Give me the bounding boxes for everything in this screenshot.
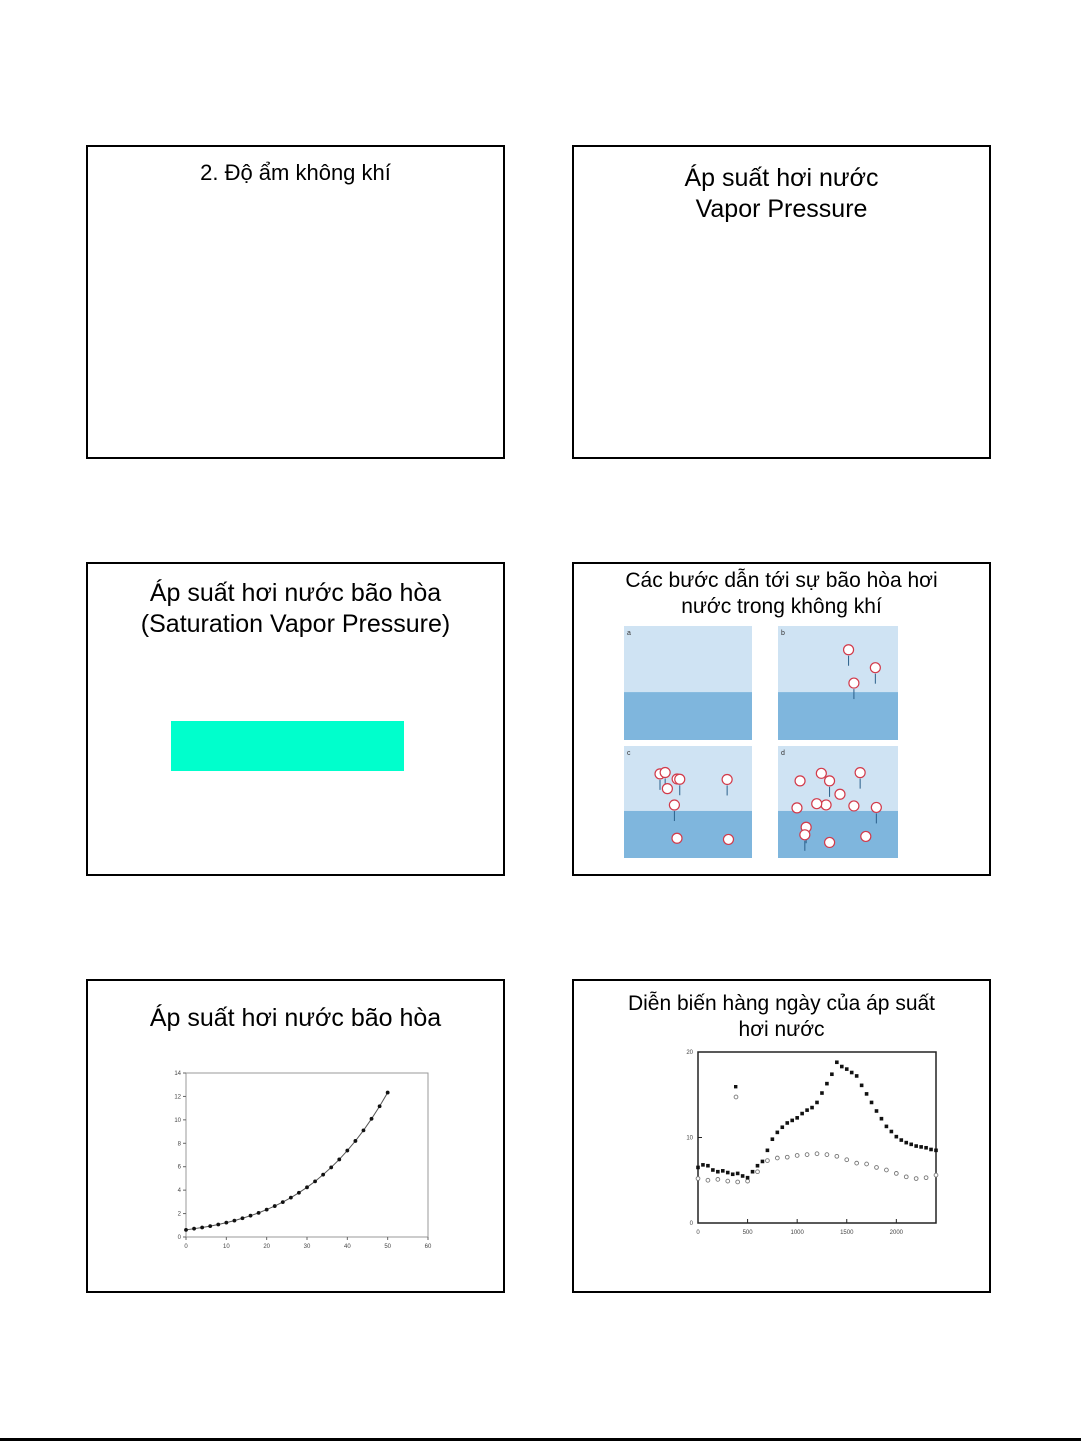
data-point-filled <box>830 1072 834 1076</box>
water-molecule <box>722 774 732 784</box>
title-line-2: (Saturation Vapor Pressure) <box>140 610 451 639</box>
data-point <box>337 1158 341 1162</box>
data-point-open <box>934 1173 938 1177</box>
data-point-filled <box>909 1143 913 1147</box>
data-point-filled <box>885 1125 889 1129</box>
data-point-filled <box>880 1117 884 1121</box>
data-point <box>321 1173 325 1177</box>
data-point <box>241 1216 245 1220</box>
saturation-vapor-pressure-chart <box>88 981 503 1291</box>
slide-6 <box>572 979 991 1293</box>
y-tick-label: 2 <box>177 1211 181 1218</box>
slide-title: 2. Độ ẩm không khí <box>200 160 391 185</box>
data-point-filled <box>825 1082 829 1086</box>
panel-label: c <box>627 750 631 757</box>
water-molecule <box>825 837 835 847</box>
y-tick-label: 6 <box>177 1164 181 1171</box>
data-point-filled <box>899 1138 903 1142</box>
y-tick-label: 20 <box>686 1050 693 1056</box>
data-point <box>208 1224 212 1228</box>
diagram-panel <box>778 746 898 858</box>
data-point-filled <box>914 1144 918 1148</box>
title-line-1: Diễn biến hàng ngày của áp suất <box>627 992 936 1015</box>
water-molecule <box>669 800 679 810</box>
data-point-filled <box>696 1166 700 1170</box>
title-line-1: Áp suất hơi nước bão hòa <box>149 579 442 607</box>
data-point <box>184 1228 188 1232</box>
data-point-filled <box>756 1164 760 1168</box>
water-region <box>624 692 752 740</box>
data-point <box>257 1211 261 1215</box>
title-line-2: hơi nước <box>738 1018 825 1042</box>
data-point <box>224 1221 228 1225</box>
data-point-filled <box>776 1131 780 1135</box>
data-point-open <box>766 1159 770 1163</box>
y-tick-label: 8 <box>177 1141 181 1148</box>
data-point-filled <box>890 1130 894 1134</box>
data-point-open <box>855 1161 859 1165</box>
data-point-filled <box>741 1174 745 1178</box>
x-tick-label: 20 <box>263 1244 271 1250</box>
x-tick-label: 2000 <box>889 1230 904 1236</box>
water-region <box>778 811 898 858</box>
data-point-filled <box>850 1071 854 1075</box>
slide-title <box>574 163 989 226</box>
x-tick-label: 10 <box>222 1244 230 1250</box>
data-point-open <box>835 1154 839 1158</box>
water-molecule <box>662 784 672 794</box>
data-point-open <box>736 1180 740 1184</box>
water-molecule <box>660 767 670 777</box>
data-point-filled <box>924 1146 928 1150</box>
y-tick-label: 0 <box>177 1235 181 1241</box>
data-point-filled <box>904 1141 908 1145</box>
data-point-filled <box>795 1116 799 1120</box>
data-point <box>200 1226 204 1230</box>
data-point-filled <box>840 1065 844 1069</box>
data-point <box>386 1091 390 1095</box>
data-point-filled <box>711 1168 715 1172</box>
data-point-filled <box>919 1145 923 1149</box>
data-point-open <box>845 1158 849 1162</box>
x-tick-label: 50 <box>384 1244 392 1250</box>
water-molecule <box>675 774 685 784</box>
data-point-open <box>746 1179 750 1183</box>
x-tick-label: 1000 <box>790 1230 804 1236</box>
y-tick-label: 12 <box>174 1094 181 1101</box>
water-molecule <box>855 768 865 778</box>
plot-frame <box>186 1073 428 1237</box>
data-point <box>354 1139 358 1143</box>
x-tick-label: 30 <box>303 1244 311 1250</box>
data-point-filled <box>815 1101 819 1105</box>
data-point <box>329 1166 333 1170</box>
water-molecule <box>821 800 831 810</box>
data-point-open <box>785 1155 789 1159</box>
water-molecule <box>849 801 859 811</box>
slide-2 <box>572 145 991 459</box>
water-molecule <box>723 834 733 844</box>
data-point-filled <box>860 1084 864 1088</box>
water-molecule <box>870 663 880 673</box>
data-point-filled <box>855 1074 859 1078</box>
data-point-open <box>815 1152 819 1156</box>
data-point-filled <box>865 1092 869 1096</box>
data-point-open <box>865 1162 869 1166</box>
evaporation-diagram <box>574 564 989 874</box>
data-point <box>313 1179 317 1183</box>
data-point <box>233 1219 237 1223</box>
legend-marker-open <box>734 1095 738 1099</box>
water-region <box>624 811 752 858</box>
data-point <box>273 1204 277 1208</box>
title-line-1: Các bước dẫn tới sự bão hòa hơi <box>625 569 938 592</box>
data-point-open <box>716 1177 720 1181</box>
data-point-open <box>706 1178 710 1182</box>
slide-4 <box>572 562 991 876</box>
data-point <box>297 1191 301 1195</box>
slide-title: Áp suất hơi nước bão hòa <box>149 1004 442 1032</box>
data-point-open <box>885 1168 889 1172</box>
slide-3 <box>86 562 505 876</box>
data-point-filled <box>701 1163 705 1167</box>
x-tick-label: 0 <box>696 1230 700 1236</box>
series-line <box>186 1093 388 1230</box>
water-region <box>778 692 898 740</box>
water-molecule <box>812 799 822 809</box>
data-point-filled <box>800 1112 804 1116</box>
data-point-filled <box>751 1170 755 1174</box>
highlight-box <box>171 721 404 771</box>
slide-title <box>88 578 503 641</box>
data-point-filled <box>761 1160 765 1164</box>
diagram-panel <box>624 746 752 858</box>
data-point <box>370 1117 374 1121</box>
data-point-open <box>696 1177 700 1181</box>
water-molecule <box>871 802 881 812</box>
water-molecule <box>816 768 826 778</box>
data-point-filled <box>835 1060 839 1064</box>
data-point <box>281 1200 285 1204</box>
water-molecule <box>795 776 805 786</box>
data-point <box>216 1223 220 1227</box>
x-tick-label: 1500 <box>840 1230 854 1236</box>
panel-label: d <box>781 750 785 757</box>
data-point-filled <box>771 1137 775 1141</box>
water-molecule <box>825 776 835 786</box>
data-point-open <box>894 1172 898 1176</box>
water-molecule <box>835 789 845 799</box>
plot-frame <box>698 1052 936 1223</box>
data-point-filled <box>870 1101 874 1105</box>
diagram-panel <box>778 626 898 740</box>
panel-label: a <box>627 630 631 637</box>
water-molecule <box>861 831 871 841</box>
data-point-open <box>904 1175 908 1179</box>
data-point-filled <box>766 1149 770 1153</box>
data-point <box>362 1129 366 1133</box>
x-tick-label: 0 <box>184 1244 188 1250</box>
data-point-open <box>825 1153 829 1157</box>
x-tick-label: 60 <box>424 1244 432 1250</box>
data-point-filled <box>706 1164 710 1168</box>
data-point-filled <box>780 1125 784 1129</box>
data-point-open <box>924 1176 928 1180</box>
data-point-filled <box>820 1091 824 1095</box>
title-line-2: nước trong không khí <box>681 595 882 619</box>
data-point-filled <box>785 1121 789 1125</box>
data-point <box>289 1196 293 1200</box>
data-point-filled <box>895 1135 899 1139</box>
data-point <box>345 1149 349 1153</box>
data-point-open <box>756 1170 760 1174</box>
data-point-filled <box>934 1149 938 1153</box>
water-molecule <box>844 645 854 655</box>
water-molecule <box>800 830 810 840</box>
title-line-1: Áp suất hơi nước <box>684 164 879 192</box>
x-tick-label: 40 <box>343 1244 351 1250</box>
data-point-filled <box>805 1108 809 1112</box>
y-tick-label: 0 <box>689 1221 693 1227</box>
slide-5 <box>86 979 505 1293</box>
data-point-filled <box>736 1172 740 1176</box>
legend-marker-filled <box>734 1085 737 1088</box>
slide-1 <box>86 145 505 459</box>
water-molecule <box>672 833 682 843</box>
data-point-open <box>795 1154 799 1158</box>
data-point <box>378 1104 382 1108</box>
data-point-open <box>775 1156 779 1160</box>
data-point-filled <box>721 1169 725 1173</box>
data-point-filled <box>790 1119 794 1123</box>
y-tick-label: 10 <box>174 1117 181 1124</box>
y-tick-label: 4 <box>177 1188 181 1195</box>
data-point <box>265 1208 269 1212</box>
data-point-open <box>875 1166 879 1170</box>
data-point-open <box>726 1179 730 1183</box>
y-tick-label: 14 <box>174 1071 181 1077</box>
data-point <box>305 1185 309 1189</box>
data-point-open <box>914 1177 918 1181</box>
data-point-filled <box>716 1170 720 1174</box>
data-point-filled <box>810 1106 814 1110</box>
data-point <box>249 1214 253 1218</box>
panel-label: b <box>781 630 785 637</box>
y-tick-label: 10 <box>686 1135 693 1142</box>
water-molecule <box>849 678 859 688</box>
x-tick-label: 500 <box>742 1230 753 1236</box>
diagram-panel <box>624 626 752 740</box>
water-molecule <box>792 803 802 813</box>
data-point-filled <box>875 1109 879 1113</box>
data-point-filled <box>845 1067 849 1071</box>
title-line-2: Vapor Pressure <box>695 195 868 224</box>
data-point-open <box>805 1153 809 1157</box>
data-point-filled <box>726 1171 730 1175</box>
data-point <box>192 1227 196 1231</box>
daily-vapor-pressure-chart <box>574 981 989 1291</box>
data-point-filled <box>731 1172 735 1176</box>
data-point-filled <box>929 1148 933 1152</box>
data-point-filled <box>746 1176 750 1180</box>
